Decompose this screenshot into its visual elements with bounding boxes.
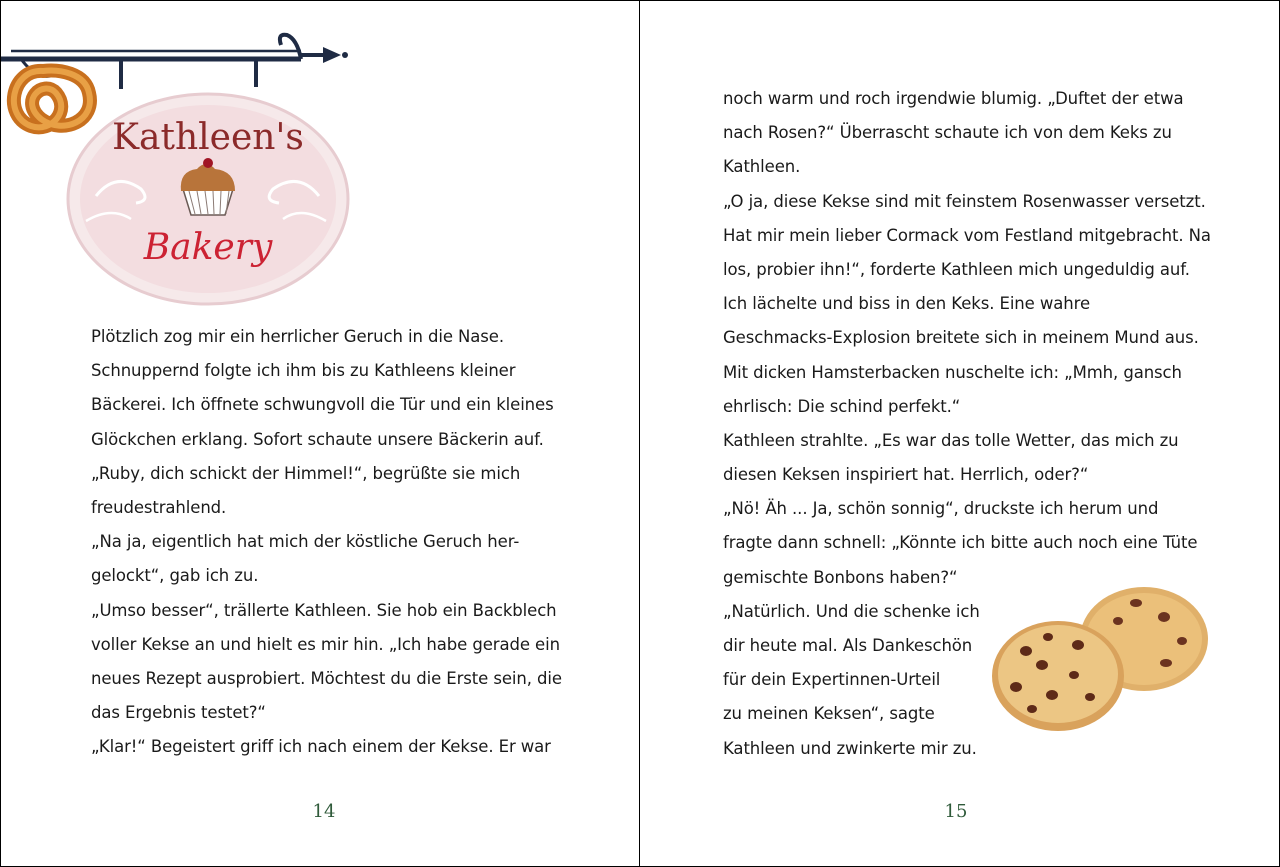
text-line: Geschmacks-Explosion breitete sich in meinem Mund aus. (723, 328, 1199, 348)
text-line: Mit dicken Hamsterbacken nuschelte ich: „Mmh, gansch (723, 362, 1182, 382)
text-line: „Ruby, dich schickt der Himmel!“, begrüßte sie mich (91, 463, 521, 483)
text-line: „Nö! Äh ... Ja, schön sonnig“, druckste ich herum und (723, 499, 1159, 519)
text-line: Schnuppernd folgte ich ihm bis zu Kathleens kleiner (91, 361, 516, 381)
text-line: ehrlisch: Die schind perfekt.“ (723, 396, 961, 416)
left-page (1, 1, 639, 866)
text-line: das Ergebnis testet?“ (91, 703, 266, 723)
text-line: Plötzlich zog mir ein herrlicher Geruch in die Nase. (91, 327, 505, 346)
text-line: gelockt“, gab ich zu. (91, 566, 259, 586)
page-gutter-divider (639, 1, 640, 866)
page-number: 15 (944, 801, 968, 822)
text-line: gemischte Bonbons haben?“ (723, 567, 958, 587)
cookie-icon (992, 621, 1124, 731)
text-line: Glöckchen erklang. Sofort schaute unsere Bäckerin auf. (91, 429, 544, 449)
text-line: nach Rosen?“ Überrascht schaute ich von dem Keks zu (723, 123, 1172, 143)
text-line: „O ja, diese Kekse sind mit feinstem Rosenwasser versetzt. (723, 191, 1206, 211)
right-page (641, 1, 1279, 866)
text-line: dir heute mal. Als Dankeschön (723, 636, 973, 655)
cookies-illustration (986, 581, 1211, 731)
text-line: Kathleen und zwinkerte mir zu. (723, 738, 977, 758)
bakery-sign-illustration (1, 31, 361, 311)
text-line: neues Rezept ausprobiert. Möchtest du die Erste sein, die (91, 668, 562, 688)
text-line: „Umso besser“, trällerte Kathleen. Sie hob ein Backblech (91, 600, 557, 620)
text-line: Bäckerei. Ich öffnete schwungvoll die Tür und ein kleines (91, 395, 554, 415)
text-line: Ich lächelte und biss in den Keks. Eine wahre (723, 294, 1091, 314)
text-line: Hat mir mein lieber Cormack vom Festland mitgebracht. Na (723, 225, 1211, 245)
left-page-body (91, 320, 562, 764)
text-line: „Natürlich. Und die schenke ich (723, 601, 980, 621)
text-line: freudestrahlend. (91, 497, 227, 517)
text-line: fragte dann schnell: „Könnte ich bitte auch noch eine Tüte (723, 533, 1198, 553)
text-line: zu meinen Keksen“, sagte (723, 704, 935, 724)
text-line: diesen Keksen inspiriert hat. Herrlich, oder?“ (723, 465, 1089, 485)
text-line: Kathleen strahlte. „Es war das tolle Wetter, das mich zu (723, 430, 1179, 450)
text-line: „Na ja, eigentlich hat mich der köstliche Geruch her- (91, 532, 520, 552)
pretzel-icon (14, 71, 90, 128)
sign-subtitle: Bakery (143, 227, 273, 268)
text-line: Kathleen. (723, 157, 801, 177)
text-line: „Klar!“ Begeistert griff ich nach einem der Kekse. Er war (91, 737, 551, 757)
text-line: voller Kekse an und hielt es mir hin. „Ich habe gerade ein (91, 634, 560, 654)
sign-title: Kathleen's (112, 117, 304, 158)
text-line: los, probier ihn!“, forderte Kathleen mich ungeduldig auf. (723, 259, 1190, 279)
text-line: noch warm und roch irgendwie blumig. „Duftet der etwa (723, 89, 1184, 108)
page-number: 14 (312, 801, 336, 822)
text-line: für dein Expertinnen-Urteil (723, 670, 941, 690)
